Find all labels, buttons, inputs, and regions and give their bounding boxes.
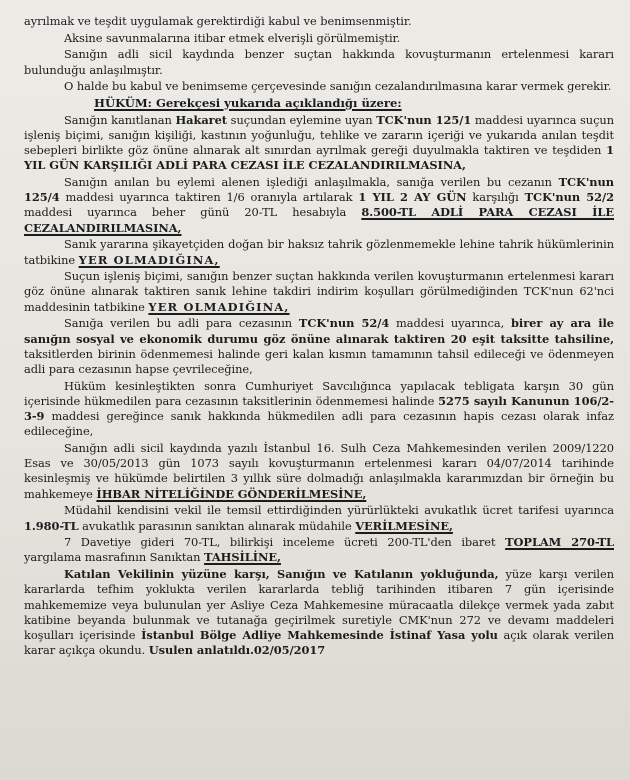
paragraph — [24, 441, 614, 502]
text-run: Suçun işleniş biçimi, sanığın benzer suçtan hakkında verilen kovuşturmanın ertelenmesi kararı göz önüne alınarak taktiren sanık lehine takdiri indirim koşulları görülmediğinden TCK'nun 62'nci maddesinin tatbikine — [24, 269, 614, 314]
emphasized-text: İstanbul Bölge Adliye Mahkemesinde İstinaf Yasa yolu — [141, 627, 498, 642]
emphasized-text: Katılan Vekilinin yüzüne karşı, Sanığın ve Katılanın yokluğunda, — [64, 567, 499, 582]
emphasized-text: TCK'nun 52/4 — [298, 316, 390, 331]
emphasized-text: 8.500-TL ADLİ PARA CEZASI İLE CEZALANDIRILMASINA, — [24, 205, 615, 235]
text-run: yargılama masrafının Sanıktan — [24, 550, 205, 565]
emphasized-text: 1 YIL GÜN KARŞILIĞI ADLİ PARA CEZASI İLE CEZALANDIRILMASINA, — [24, 143, 614, 173]
paragraph — [24, 237, 614, 267]
paragraph — [24, 535, 614, 565]
emphasized-text: TAHSİLİNE, — [204, 550, 281, 565]
paragraph — [24, 113, 614, 174]
text-run: maddesi uyarınca suçun işleniş biçimi, sanığın kişiliği, kastının yoğunluğu, tehlike ve zararın içeriği ve yukarıda anılan teşdit sebepleri birlikte göz önüne alınarak alt sınırdan ayrılmak gereği duyulmakla taktiren ve teşdiden — [24, 112, 614, 158]
text-run: Müdahil kendisini vekil ile temsil ettirdiğinden yürürlükteki avukatlık ücret tarifesi uyarınca — [64, 503, 614, 518]
text-run: maddesi uyarınca beher günü 20-TL hesabıyla — [24, 205, 362, 220]
text-run: maddesi uyarınca taktiren 1/6 oranıyla artılarak — [59, 190, 359, 205]
emphasized-text: 5275 sayılı Kanunun 106/2-3-9 — [24, 393, 614, 424]
emphasized-text: TCK'nun 125/4 — [24, 175, 614, 205]
emphasized-text: YER OLMADIĞINA, — [148, 299, 290, 314]
emphasized-text: TOPLAM 270-TL — [505, 535, 614, 550]
section-heading — [24, 96, 614, 111]
paragraph — [24, 175, 614, 236]
emphasized-text: 1 YIL 2 AY GÜN — [358, 190, 467, 205]
emphasized-text: TCK'nun 125/1 — [376, 112, 472, 127]
text-run: Sanığın kanıtlanan — [64, 112, 176, 127]
text-run: Aksine savunmalarına itibar etmek elverişli görülmemiştir. — [64, 30, 401, 45]
text-run: maddesi uyarınca, — [389, 316, 511, 331]
text-run: maddesi gereğince sanık hakkında hükmedilen adli para cezasının hapis cezası olarak infaz edileceğine, — [24, 409, 614, 439]
text-run: Sanığın adli sicil kaydında benzer suçtan hakkında kovuşturmanın ertelenmesi kararı bulunduğu anlaşılmıştır. — [24, 47, 614, 77]
text-run: açık olarak verilen karar açıkça okundu. — [24, 627, 614, 658]
document-body — [24, 14, 614, 658]
text-run: ayrılmak ve teşdit uygulamak gerektirdiği kabul ve benimsenmiştir. — [24, 14, 412, 28]
emphasized-text: HÜKÜM: Gerekçesi yukarıda açıklandığı üzere: — [94, 96, 402, 111]
paragraph — [24, 269, 614, 315]
paragraph — [24, 567, 614, 658]
emphasized-text: Usulen anlatıldı.02/05/2017 — [148, 643, 326, 658]
text-run: O halde bu kabul ve benimseme çerçevesinde sanığın cezalandırılmasına karar vermek gerekir. — [64, 79, 612, 94]
text-run: karşılığı — [466, 190, 525, 205]
emphasized-text: İHBAR NİTELİĞİNDE GÖNDERİLMESİNE, — [96, 486, 367, 501]
text-run: suçundan eylemine uyan — [227, 112, 377, 127]
text-run: Hüküm kesinleştikten sonra Cumhuriyet Savcılığınca yapılacak tebligata karşın 30 gün içerisinde hükmedilen para cezasının taksitlerinin ödenmemesi halinde — [24, 378, 614, 408]
paragraph — [24, 31, 614, 46]
text-run: Sanığın adli sicil kaydında yazılı İstanbul 16. Sulh Ceza Mahkemesinden verilen 2009/1220 Esas ve 30/05/2013 gün 1073 sayılı kovuşturmanın ertelenmesi kararı 04/07/2014 tarihinde kesinleşmiş ve hükümde belirtilen 3 yıllık süre dolmadığı anlaşılmakla kararımızdan bir örneğin bu mahkemeye — [24, 440, 614, 501]
text-run: taksitlerden birinin ödenmemesi halinde geri kalan kısmın tamamının tahsil edileceği ve ödenmeyen adli para cezasının hapse çevrileceğine, — [24, 346, 614, 376]
paragraph — [24, 379, 614, 440]
paragraph — [24, 503, 614, 533]
paragraph — [24, 316, 614, 377]
text-run: Sanığın anılan bu eylemi alenen işlediği anlaşılmakla, sanığa verilen bu cezanın — [64, 175, 559, 190]
paragraph — [24, 47, 614, 77]
emphasized-text: VERİLMESİNE, — [355, 518, 453, 533]
emphasized-text: birer ay ara ile sanığın sosyal ve ekonomik durumu göz önüne alınarak taktiren 20 eşit taksitte tahsiline, — [24, 316, 614, 346]
text-run: yüze karşı verilen kararlarda tefhim yoklukta verilen kararlarda tebliğ tarihinden itibaren 7 gün içerisinde mahkememize veya bulunulan yer Asliye Ceza Mahkemesine müracaatla dilekçe vermek yada zabıt katibine beyanda bulunmak ve tutanağa geçirilmek suretiyle CMK'nun 272 ve devamı maddeleri koşulları içerisinde — [24, 567, 614, 642]
text-run: avukatlık parasının sanıktan alınarak müdahile — [78, 518, 356, 533]
paragraph — [24, 79, 614, 94]
emphasized-text: 1.980-TL — [24, 518, 79, 533]
emphasized-text: TCK'nun 52/2 — [524, 190, 614, 205]
text-run: Sanık yararına şikayetçiden doğan bir haksız tahrik gözlenmemekle lehine tahrik hükümlerinin tatbikine — [24, 237, 614, 267]
text-run: Sanığa verilen bu adli para cezasının — [64, 316, 299, 331]
paragraph — [24, 14, 614, 29]
emphasized-text: Hakaret — [175, 112, 228, 127]
emphasized-text: YER OLMADIĞINA, — [78, 252, 220, 267]
text-run: 7 Davetiye gideri 70-TL, bilirkişi inceleme ücreti 200-TL'den ibaret — [64, 535, 506, 550]
